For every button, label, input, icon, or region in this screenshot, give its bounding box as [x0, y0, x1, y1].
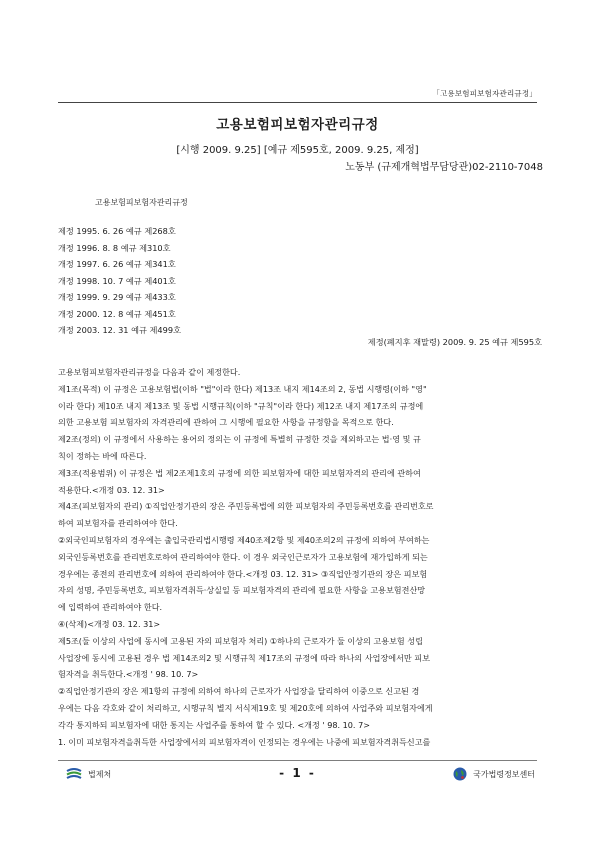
page-number: - 1 - — [279, 766, 316, 780]
body-line: 고용보험피보험자관리규정을 다음과 같이 제정한다. — [58, 367, 241, 377]
header-divider — [58, 102, 537, 103]
body-line: 험자격을 취득한다.<개정 ' 98. 10. 7> — [58, 669, 199, 680]
regulation-body — [58, 364, 543, 750]
history-item: 개정 2003. 12. 31 예규 제499호 — [58, 325, 181, 335]
body-line: 제5조(둘 이상의 사업에 동시에 고용된 자의 피보험자 처리) ①하나의 근로자가 둘 이상의 고용보험 성립 — [58, 635, 423, 646]
amendment-history — [58, 223, 181, 339]
body-line: 외국인등록번호를 관리번호로하여 관리하여야 한다. 이 경우 외국인근로자가 고용보험에 재가입하게 되는 — [58, 551, 428, 562]
footer-center-label: 국가법령정보센터 — [473, 769, 535, 779]
body-line: 칙이 정하는 바에 따른다. — [58, 450, 147, 461]
globe-logo-icon — [453, 767, 467, 781]
body-line: 하여 피보험자를 관리하여야 한다. — [58, 518, 178, 529]
body-line: 제1조(목적) 이 규정은 고용보험법(이하 "법"이라 한다) 제13조 내지 제14조의 2, 동법 시행령(이하 "영" — [58, 383, 427, 394]
ministry-contact: 노동부 (규제개혁법무담당관)02-2110-7048 — [345, 162, 543, 173]
footer-divider — [58, 760, 537, 761]
body-line: 에 입력하여 관리하여야 한다. — [58, 602, 163, 613]
enforcement-info: [시행 2009. 9.25] [예규 제595호, 2009. 9.25, 제정] — [176, 145, 419, 156]
footer-ministry-label: 법제처 — [88, 769, 112, 779]
body-line: 경우에는 종전의 관리번호에 의하여 관리하여야 한다.<개정 03. 12. 31> ③직업안정기관의 장은 피보험 — [58, 568, 428, 579]
history-item: 개정 1998. 10. 7 예규 제401호 — [58, 275, 176, 286]
page-footer — [58, 765, 537, 787]
body-line: 제2조(정의) 이 규정에서 사용하는 용어의 정의는 이 규정에 특별히 규정한 것을 제외하고는 법·영 및 규 — [58, 434, 421, 445]
regulation-name: 고용보험피보험자관리규정 — [95, 198, 188, 207]
enactment-line: 제정(폐지후 재말령) 2009. 9. 25 예규 제595호 — [367, 337, 542, 347]
history-item: 개정 2000. 12. 8 예규 제451호 — [58, 308, 176, 319]
history-item: 개정 1997. 6. 26 예규 제341호 — [58, 259, 176, 269]
body-line: ②직업안정기관의 장은 제1항의 규정에 의하여 하나의 근로자가 사업장을 달리하여 이중으로 신고된 경 — [58, 686, 420, 697]
history-item: 제정 1995. 6. 26 예규 제268호 — [58, 226, 176, 236]
body-line: ④(삭제)<개정 03. 12. 31> — [58, 618, 161, 629]
body-line: 제4조(피보험자의 관리) ①직업안정기관의 장은 주민등록법에 의한 피보험자의 주민등록번호를 관리번호로 — [58, 501, 434, 512]
page-title: 고용보험피보험자관리규정 — [216, 117, 379, 133]
body-line: 우에는 다음 각호와 같이 처리하고, 시행규칙 별지 서식제19호 및 제20호에 의하여 사업주와 피보험자에게 — [58, 702, 433, 713]
body-line: ②외국인피보험자의 경우에는 출입국관리법시행령 제40조제2항 및 제40조의2의 규정에 의하여 부여하는 — [58, 534, 430, 545]
footer-info-center — [453, 767, 535, 781]
body-line: 의한 고용보험 피보험자의 자격관리에 관하여 그 시행에 필요한 사항을 규정함을 목적으로 한다. — [58, 417, 394, 428]
history-item: 개정 1996. 8. 8 예규 제310호 — [58, 242, 171, 253]
body-line: 사업장에 동시에 고용된 경우 법 제14조의2 및 시행규칙 제17조의 규정에 따라 하나의 사업장에서만 피보 — [58, 652, 430, 663]
body-line: 이라 한다) 제10조 내지 제13조 및 동법 시행규칙(이하 "규칙"이라 한다) 제12조 내지 제17조의 규정에 — [58, 400, 424, 411]
body-line: 자의 성명, 주민등록번호, 피보험자격취득·상실일 등 피보험자격의 관리에 필요한 사항을 고용보험전산망 — [58, 585, 426, 596]
body-line: 제3조(적용범위) 이 규정은 법 제2조제1호의 규정에 의한 피보험자에 대한 피보험자격의 관리에 관하여 — [58, 467, 421, 478]
body-line: 각각 통지하되 피보험자에 대한 통지는 사업주를 통하여 할 수 있다. <개정 ' 98. 10. 7> — [58, 719, 371, 730]
body-line: 적용한다.<개정 03. 12. 31> — [58, 484, 165, 495]
body-line: 1. 이미 피보험자격을취득한 사업장에서의 피보험자격이 인정되는 경우에는 나중에 피보험자격취득신고를 — [58, 736, 431, 747]
history-item: 개정 1999. 9. 29 예규 제433호 — [58, 292, 176, 302]
header-document-tag: 「고용보험피보험자관리규정」 — [432, 89, 537, 98]
